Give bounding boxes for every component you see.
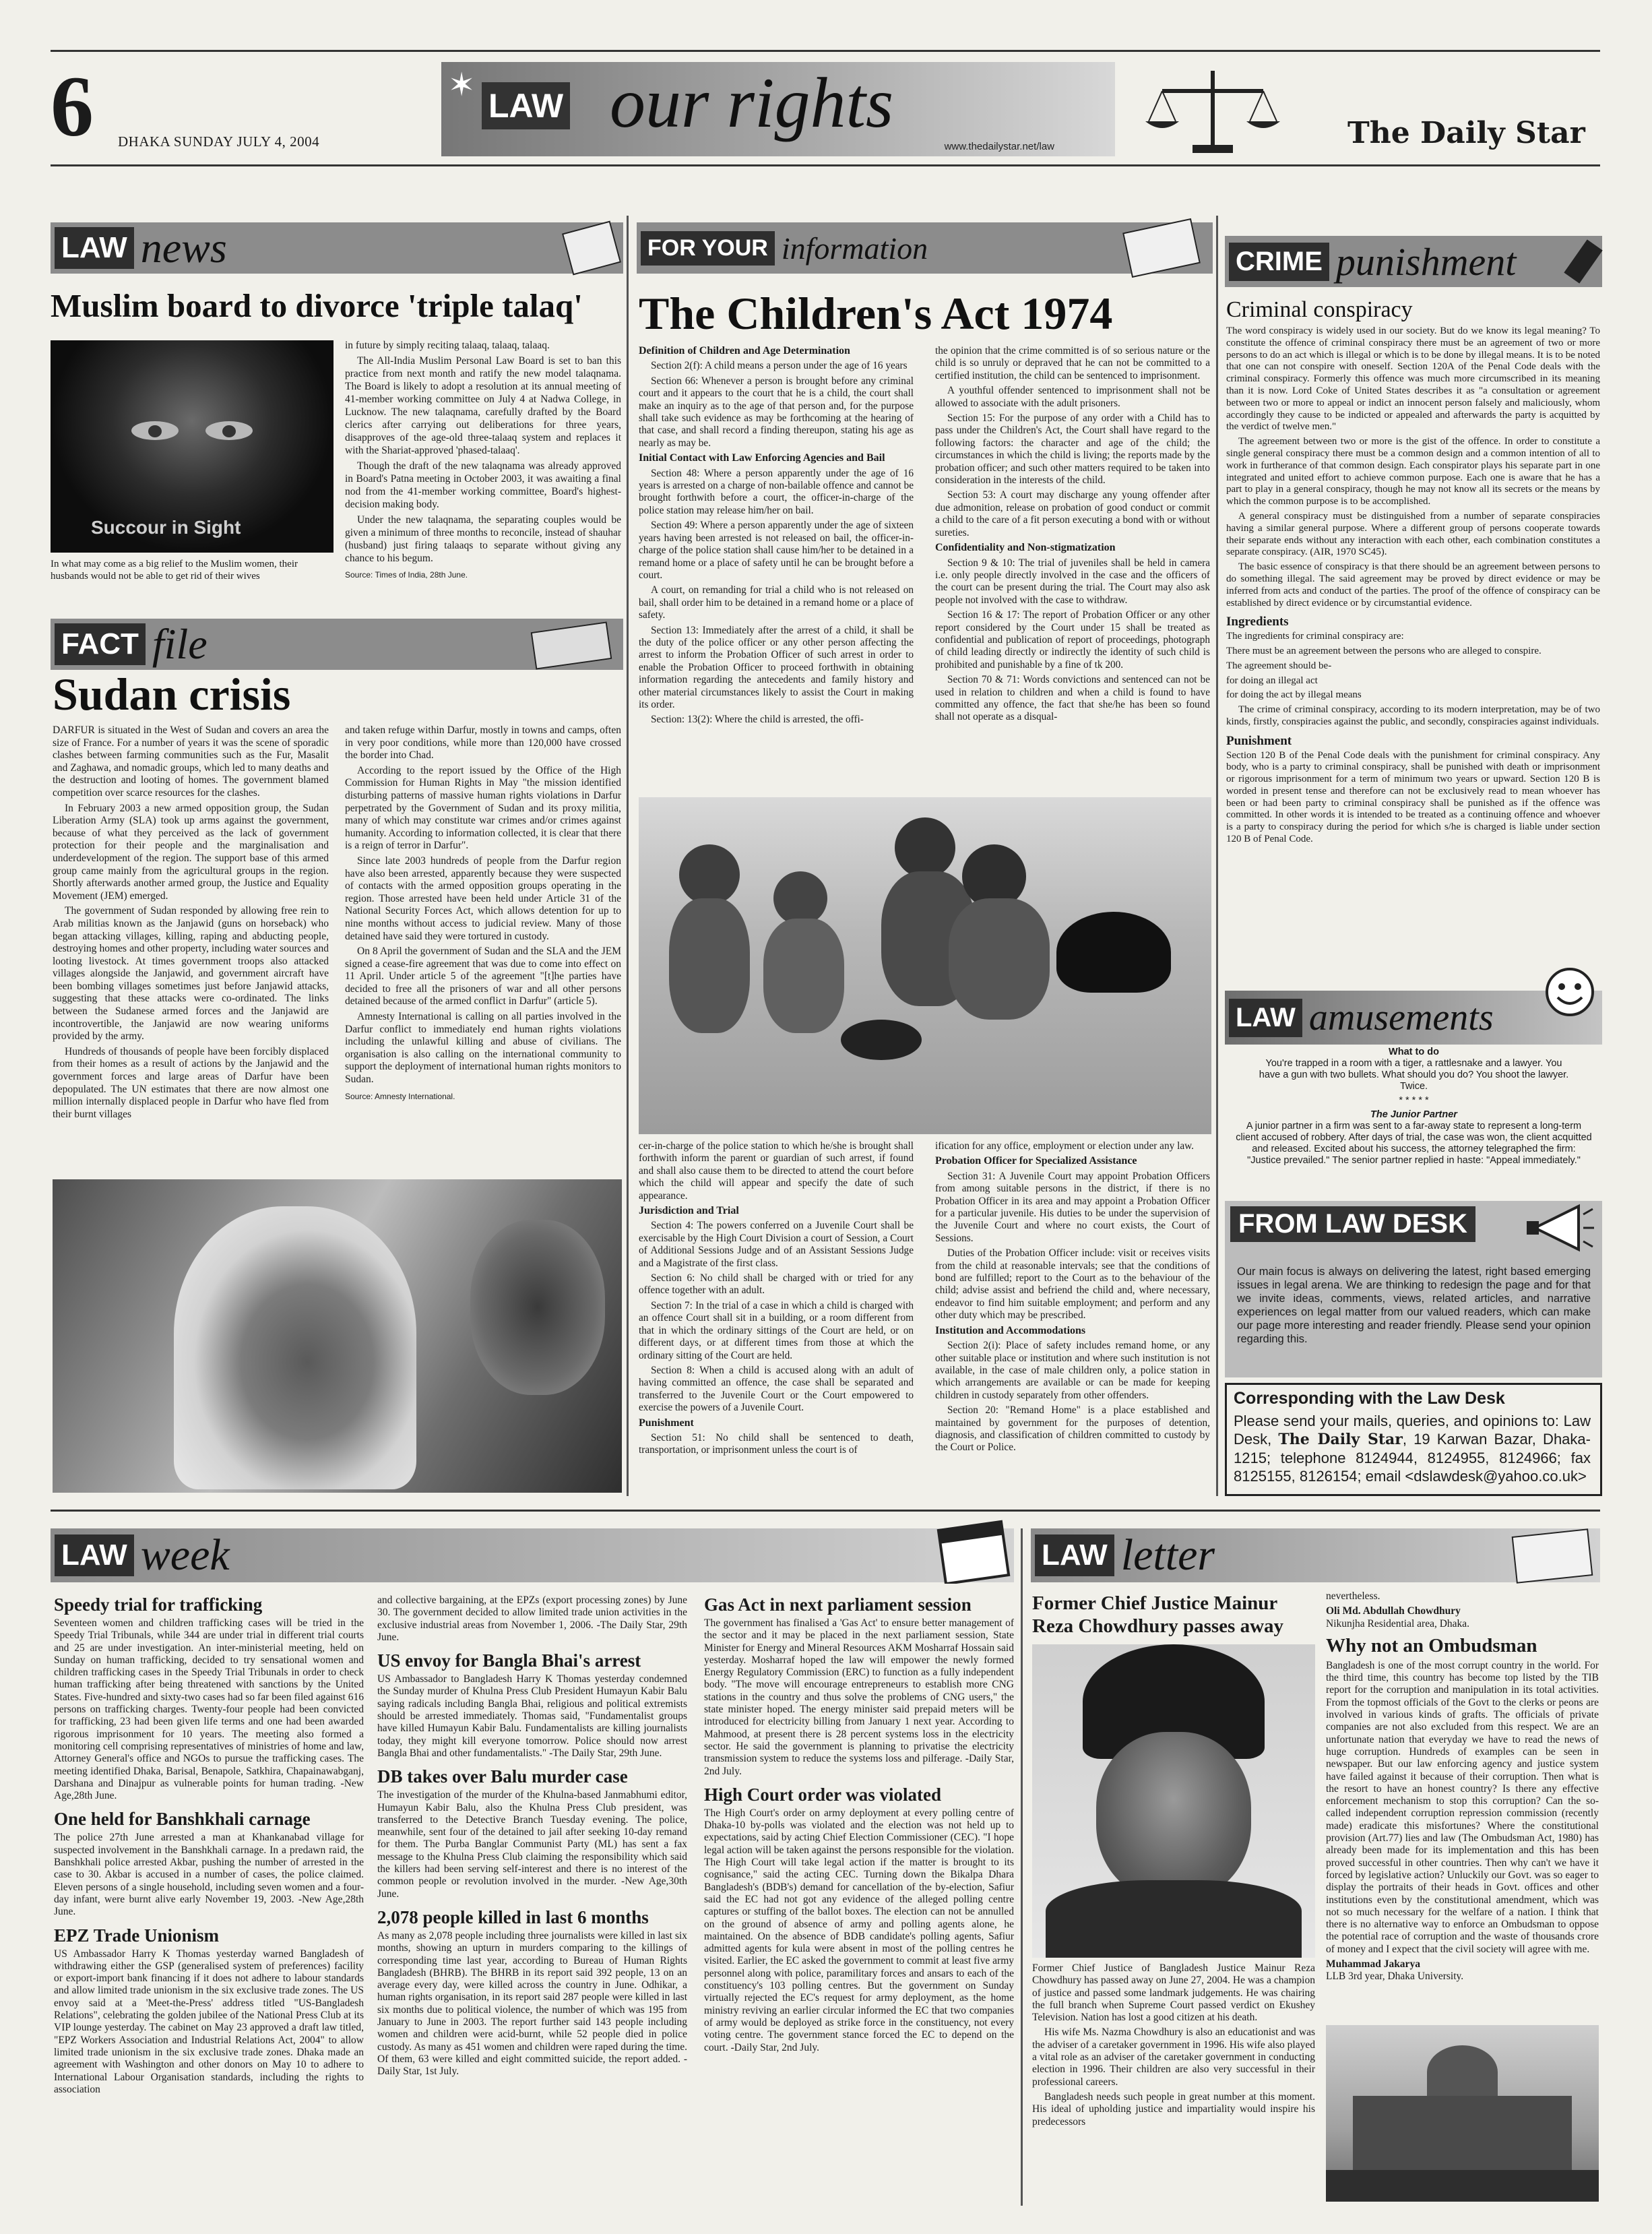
fact-file-col2 (345, 724, 621, 1169)
corresponding-text-after: , 19 Karwan Bazar, Dhaka-1215; telephone 8124944, 8124955, 8124966; fax 8125155, 8126154; email <dslawdesk@yahoo.co.uk> (1234, 1431, 1591, 1485)
law-news-banner (51, 222, 623, 274)
column-divider (1021, 1528, 1023, 2206)
law-week-col1 (54, 1594, 364, 2204)
paragraph: The basic essence of conspiracy is that there should be an agreement between persons to do something illegal. The said agreement may be proved by direct evidence or may be inferred from acts and conduct of the parties. The proof of the offence of conspiracy can be established by direct evidence or by circumstantial evidence. (1226, 561, 1600, 609)
law-letter-word: letter (1120, 1530, 1215, 1580)
paragraph: Since late 2003 hundreds of people from the Darfur region have also been arrested, apparently because they were suspected of contacts with the armed opposition groups operating in the region. Those arrested have been held under Article 31 of the National Security Forces Act, which allows detention for up to nine months without access to judicial review. Many of those detained have said they were tortured in custody. (345, 855, 621, 942)
chief-justice-photo (1032, 1644, 1315, 1958)
paragraph: nevertheless. (1326, 1590, 1380, 1602)
law-week-tag: LAW (55, 1534, 134, 1576)
amusements-body (1228, 1047, 1600, 1188)
law-week-col2 (377, 1594, 687, 2204)
paragraph: Seventeen women and children trafficking cases will be tried in the Speedy Trial Tribunals, while 344 are under trial in different trial courts and 25 are under investigation. An inter-ministerial meeting, held on Sunday on human trafficking, decided to try sensational women and children trafficking cases in the Speedy Trial Tribunals in order to check human trafficking after being threatened with sanctions by the United States. Five-hundred and sixty-two cases had so far been filed against 616 persons on trafficking charges. Twenty-four people had been convicted for trafficking, 23 had been given life terms and one had been awarded rigorous imprisonment for 10 years. The meeting also formed a monitoring cell comprising representatives of ministries of home and law, Attorney General's office and NGOs to pursue the trafficking cases. The meeting identified Dhaka, Barisal, Benapole, Satkhira, Chapainawabganj, Darshana and Dinajpur as vulnerable points for human trading. -New Age,28th June. (54, 1617, 364, 1802)
paragraph: Hundreds of thousands of people have been forcibly displaced from their homes as a result of actions by the Janjawid and the government forces and large areas of Darfur have been depopulated. The UN estimates that there are now almost one million internally displaced people in Darfur who have fled from their burnt villages (53, 1045, 329, 1120)
law-news-body (345, 339, 621, 582)
paragraph: Section 16 & 17: The report of Probation Officer or any other report considered by the Court under 15 shall be treated as confidential and publication of report of proceedings, photograph of child leading directly or indirectly the identity of such child is prohibited and punishable by a fine of tk 200. (935, 609, 1210, 671)
fact-file-word: file (152, 620, 208, 668)
darfur-women-photo (53, 1179, 622, 1493)
separator: * * * * * (1399, 1095, 1429, 1106)
law-week-word: week (140, 1530, 230, 1580)
paragraph: Section 9 & 10: The trial of juveniles shall be held in camera i.e. only people directly involved in the case and the officers of the court can be present during the trial. The Court may also ask people not involved with the case to withdraw. (935, 557, 1210, 606)
paragraph: DARFUR is situated in the West of Sudan and covers an area the size of France. For a number of years it was the scene of sporadic clashes between farming communities such as the Fur, Masalit and Zaghawa, and nomadic groups, which led to many deaths and the destruction and looting of homes. The government blamed competition over scarce resources for the clashes. (53, 724, 329, 799)
paragraph: Section 120 B of the Penal Code deals with the punishment for criminal conspiracy. Any body, who is a party to criminal conspiracy, shall be punished with death or imprisonment or rigorous imprisonment for a term of minimum two years or upward. Section 120 B is worded in present tense and therefore can not be exclusively read to mean whoever has been or had been party to criminal conspiracy shall be punished as if the offence was committed. In other words it is intended to be treated as a continuing offence and whoever is a party to conspiracy during the period for which s/he is charged is liable under section 120 B of Penal Code. (1226, 749, 1600, 845)
paragraph: Section 51: No child shall be sentenced to death, transportation, or imprisonment unless the court is of (639, 1431, 914, 1456)
paragraph: and collective bargaining, at the EPZs (export processing zones) by June 30. The government decided to allow limited trade union activities in the exclusive industrial areas from November 1, 2006. -The Daily Star, 29th June. (377, 1594, 687, 1643)
letter-author: Muhammad Jakarya (1326, 1958, 1420, 1971)
paragraph: Section 4: The powers conferred on a Juvenile Court shall be exercisable by the High Court Division a court of Session, a Court of Additional Sessions Judge and of an Assistant Sessions Judge and a Magistrate of the first class. (639, 1220, 914, 1269)
website: www.thedailystar.net/law (944, 141, 1054, 152)
source-line: Source: Amnesty International. (345, 1091, 455, 1101)
crime-headline: Criminal conspiracy (1226, 297, 1413, 322)
masthead-law-tag: LAW (482, 82, 570, 129)
paragraph: The All-India Muslim Personal Law Board is set to ban this practice from next month and ratify the new model talaqnama. The Board is likely to adopt a resolution at its annual meeting of 41-member working committee on July 4 at Nadwa College, in Lucknow. The new talaqnama, carefully drafted by the Board clerics after carrying out deliberations for three years, disapproves of the age-old three-talaaq system and replaces it with the Shariat-approved 'phased-talaaq'. (345, 355, 621, 456)
paragraph: cer-in-charge of the police station to which he/she is brought shall forthwith inform the parent or guardian of such arrest, if found and shall also cause them to be directed to attend the court before which the child will appear and specify the date of such appearance. (639, 1140, 914, 1202)
news-headline: High Court order was violated (704, 1784, 941, 1805)
megaphone-icon (1521, 1201, 1595, 1255)
paragraph: The agreement between two or more is the gist of the offence. In order to constitute a single general conspiracy there must be a common design and a common intention of all to work in furtherance of that common design. Each conspirator plays his separate part in one integrated and united effort to achieve common purpose. Each one is aware that he has a part to play in a general conspiracy, though he may not know all its secrets or the means by which the common purpose is to be accomplished. (1226, 436, 1600, 507)
law-news-tag: LAW (55, 227, 134, 269)
fyi-banner (637, 222, 1213, 274)
fact-file-tag: FACT (55, 623, 146, 665)
newspaper-icon (562, 221, 621, 276)
paragraph: Section 66: Whenever a person is brought before any criminal court and it appears to the court that he is a child, the court shall make an inquiry as to the age of that person and, for the purpose shall take such evidence as may be forthcoming at the hearing of that case, and shall record a finding thereupon, stating his age as nearly as may be. (639, 375, 914, 449)
corresponding-text-before: Please send your mails, queries, and opinions to: Law Desk, (1234, 1413, 1591, 1448)
letter-address: Nikunjha Residential area, Dhaka. (1326, 1617, 1470, 1630)
gavel-icon (1564, 239, 1602, 283)
paragraph: and taken refuge within Darfur, mostly in towns and camps, often in very poor conditions, while more than 120,000 have crossed the border into Chad. (345, 724, 621, 762)
paragraph: The word conspiracy is widely used in our society. But do we know its legal meaning? To constitute the offence of criminal conspiracy there must be an agreement of two or more persons to do an act which is illegal or which is to be done by illegal means. It is to be noted that one can not conspire with oneself. Section 120A of the Penal Code deals with the criminal conspiracy. Formerly this offence was much more circumscribed in its meaning than it is now. Lord Coke of United States describes it as "a consultation or agreement between two or more to appeal or indict an innocent person falsely and maliciously, whom accordingly they cause to be indicted or appealed and afterwards the party is acquitted by the verdict of twelve men." (1226, 325, 1600, 433)
file-box-icon (531, 621, 612, 669)
paragraph: ification for any office, employment or election under any law. (935, 1140, 1194, 1152)
subheading: Punishment (1226, 733, 1292, 748)
fyi-word: information (781, 230, 928, 266)
paragraph: US Ambassador Harry K Thomas yesterday warned Bangladesh of withdrawing either the GSP (generalised system of preferences) facility or export-import bank financing if it does not adhere to labour standards and allow limited trade unionism in the six exclusive trade zones. The US envoy said at a 'Meet-the-Press' address titled "US-Bangladesh Relations", celebrating the golden jubilee of the National Press Club at its VIP lounge yesterday. The cabinet on May 23 approved a draft law titled, "EPZ Workers Association and Industrial Relations Act, 2004" to allow limited trade unionism in the six exclusive trade zones. Dhaka made an agreement with Washington and other donors on May 10 to adhere to International Labour Organisation standards, including the rights to association (54, 1948, 364, 2095)
paragraph: The agreement should be- (1226, 660, 1332, 671)
corresponding-box (1225, 1383, 1602, 1496)
paragraph: Though the draft of the new talaqnama was already approved in Board's Patna meeting in October 2003, it was awaiting a final nod from the 41-member working committee, Board's highest-decision making body. (345, 460, 621, 510)
children-playing-photo (639, 797, 1211, 1134)
photo-overlay-text: Succour in Sight (91, 517, 241, 538)
paragraph: As many as 2,078 people including three journalists were killed in last six months, showing an upturn in murders comparing to the killings of corresponding time last year, according to Bureau of Human Rights Bangladesh (BHRB). The BHRB in its report said 392 people, 13 on an average every day, were killed across the country in June. Odhikar, a human rights organisation, in its report said 287 people were killed in last six months due to political violence, the number of which was 195 from January to June in 2003. The report further said 143 people including women and children were acid-burnt, while 52 people died in police custody. As many as 451 women and children were raped during the time. Of them, 63 were killed and eight committed suicide, the report added. -Daily Star, 1st July. (377, 1929, 687, 2078)
fact-file-headline: Sudan crisis (53, 669, 291, 720)
crime-word: punishment (1335, 239, 1517, 284)
photo-caption: Former Chief Justice of Bangladesh Justice Mainur Reza Chowdhury has passed away on June 27, 2004. He was a champion of justice and passed some landmark judgements. He was chairing the full branch when Supreme Court passed verdict on Ekushey Television. Nation has lost a good citizen at his death. (1032, 1962, 1315, 2024)
column-divider (1216, 216, 1218, 1496)
letter-col2 (1326, 1590, 1599, 2018)
paper-name-inline: The Daily Star (1278, 1431, 1403, 1448)
paragraph: for doing an illegal act (1226, 675, 1318, 686)
star-icon: ✶ (448, 67, 476, 103)
letter1-body (1032, 1962, 1315, 2205)
fyi-col3 (639, 1140, 914, 1491)
news-headline: Gas Act in next parliament session (704, 1594, 972, 1615)
document-quill-icon (1122, 218, 1201, 278)
letter2-title: Why not an Ombudsman (1326, 1634, 1537, 1656)
paragraph: Section 13: Immediately after the arrest of a child, it shall be the duty of the police officer or any other person affecting the arrest to inform the Probation Officer of such arrest in order to enable the Probation Officer to proceed forthwith in obtaining information regarding the antecedents and family history and other material circumstances likely to assist the Court in making its order. (639, 624, 914, 710)
paragraph: The government of Sudan responded by allowing free rein to Arab militias known as the Janjawid (guns on horseback) who began attacking villages, killing, raping and abducting people, destroying homes and other property, including water sources and looting livestock. At times government troops also attacked villages alongside the Janjawid, and government aircraft have been bombing villages sometimes just before Janjawid attacks, suggesting that these attacks were co-ordinated. The links between the Sudanese armed forces and the Janjawid are incontrovertible, the Janjawid are now wearing uniforms provided by the army. (53, 905, 329, 1043)
paragraph: Section 8: When a child is accused along with an adult of having committed an offence, the case shall be separated and transferred to the Juvenile Court or the Court empowered to exercise the powers of a Juvenile Court. (639, 1364, 914, 1414)
paragraph: Section 6: No child shall be charged with or tried for any offence together with an adult. (639, 1272, 914, 1297)
news-headline: DB takes over Balu murder case (377, 1766, 628, 1787)
fyi-col2 (935, 345, 1210, 793)
amusements-tag: LAW (1229, 999, 1302, 1037)
crime-body (1226, 325, 1600, 1006)
news-headline: Speedy trial for trafficking (54, 1594, 263, 1615)
law-desk-title: FROM LAW DESK (1230, 1206, 1475, 1242)
news-headline: US envoy for Bangla Bhai's arrest (377, 1650, 641, 1671)
subheading: Institution and Accommodations (935, 1324, 1086, 1336)
law-week-banner (51, 1528, 1014, 1582)
subheading: Definition of Children and Age Determination (639, 345, 850, 356)
corresponding-title: Corresponding with the Law Desk (1234, 1389, 1505, 1408)
joke-text: You're trapped in a room with a tiger, a rattlesnake and a lawyer. You have a gun with two bullets. What should you do? You shoot the lawyer. Twice. (1259, 1058, 1569, 1092)
subheading: Probation Officer for Specialized Assistance (935, 1155, 1137, 1167)
paragraph: On 8 April the government of Sudan and the SLA and the JEM signed a cease-fire agreement that was due to come into effect on 11 April. Under article 5 of the agreement "[t]he parties have decided to free all the prisoners of war and all other persons detained because of the armed conflict in Darfur" (article 5). (345, 945, 621, 1007)
paragraph: There must be an agreement between the persons who are alleged to conspire. (1226, 645, 1542, 656)
masthead-top-rule (51, 50, 1600, 52)
subheading: Punishment (639, 1417, 694, 1429)
dateline: DHAKA SUNDAY JULY 4, 2004 (118, 133, 320, 150)
law-letter-banner (1031, 1528, 1600, 1582)
paragraph: Bangladesh is one of the most corrupt country in the world. For the third time, this country has become top listed by the TIB report for the corruption and manipulation in its total activities. From the topmost officials of the Govt to the clerks or peons are involved in various kinds of grafts. The officials of private companies are not also excluded from this respect. We are an unfortunate nation that everyday we have to read the news of huge corruption. Hundreds of examples can be seen in newspaper. But our law enforcing agency and justice system have failed against it because of their corruption. Then what is the resort to have an honest country? Is there any effective enforcement mechanism to stop this corruption? Can the so-called independent corruption repression commission (recently made) eradicate this misfortunes? Where the constitutional provision (Art.77) lies and law (The Ombudsman Act, 1980) has already been made for its implementation and this has been proved successful in other countries. Then why can't we have it forced by legislative action? Unluckily our Govt. was so eager to display the portraits of their heads in Govt. offices and other institutions even by the constitutional amendment, which was not so much necessary for the welfare of a nation. I think that there is no alternative way to enforce an Ombudsman to oppose the potential race of corruption and the waste of thousands crore of money and I expect that the civil society will agree with me. (1326, 1659, 1599, 1955)
news-headline: EPZ Trade Unionism (54, 1925, 220, 1946)
news-headline: One held for Banshkhali carnage (54, 1809, 311, 1830)
supreme-court-photo (1326, 2025, 1599, 2202)
fyi-headline: The Children's Act 1974 (639, 288, 1113, 339)
paragraph: The government has finalised a 'Gas Act' to ensure better management of the sector and it may be placed in the next parliament session, State Minister for Energy and Mineral Resources AKM Mosharraf Hossain said yesterday. Mosharraf hoped the law will empower the newly formed Energy Regulatory Commission (ERC) to function as a fully independent body. "The move will encourage entrepreneurs to establish more CNG stations in the country and thus solve the problems of CNG users," the state minister hoped. The energy minister said prepaid meters will be introduced for electricity billing from January 1 next year. According to Mahmood, at present there is 28 percent systems loss in the electricity sector. He said the government is planning to privatise the electricity transmission system to reduce the systems loss and pilferage. -Daily Star, 2nd July. (704, 1617, 1014, 1777)
paragraph: Section 15: For the purpose of any order with a Child has to pass under the Children's Act, the Court shall have regard to the following factors: the character and age of the child; the circumstances in which the child is living; the reports made by the probation officer; and such other matters required to be taken into consideration in the interests of the child. (935, 412, 1210, 487)
fyi-col1 (639, 345, 914, 793)
paragraph: The crime of criminal conspiracy, according to its modern interpretation, may be of two kinds, firstly, conspiracies against the public, and secondly, conspiracies against individuals. (1226, 704, 1600, 727)
subheading: Initial Contact with Law Enforcing Agencies and Bail (639, 452, 885, 464)
paragraph: Duties of the Probation Officer include: visit or receives visits from the child at reasonable intervals; see that the conditions of bond are fulfilled; report to the Court as to the behaviour of the child; advise assist and befriend the child and, where necessary, endeavor to find him suitable employment; and perform and any other duty which may be prescribed. (935, 1247, 1210, 1322)
fact-file-col1 (53, 724, 329, 1169)
paragraph: in future by simply reciting talaaq, talaaq, talaaq. (345, 340, 550, 351)
paragraph: US Ambassador to Bangladesh Harry K Thomas yesterday condemned the Sunday murder of Khulna Press Club President Humayun Kabir Balu saying radicals including Bangla Bhai, religious and political extremists should be arrested immediately. Thomas said, "Fundamentalist groups have killed Humayun Kabir Balu. Fundamentalists are killing journalists today, they might kill everyone tomorrow. Police should now arrest Bangla Bhai and other fundamentalists." -The Daily Star, 29th June. (377, 1673, 687, 1759)
paragraph: the opinion that the crime committed is of so serious nature or the child is so unruly or depraved that he can not be committed to a certified institution, the child can be sentenced to imprisonment. (935, 345, 1210, 381)
crime-tag: CRIME (1229, 243, 1329, 281)
law-news-caption: In what may come as a big relief to the Muslim women, their husbands would not be able to get rid of their wives (51, 559, 298, 582)
scales-of-justice-icon (1145, 64, 1280, 158)
paragraph: Section 53: A court may discharge any young offender after due admonition, release on probation of good conduct or commit a child to the care of a fit person executing a bond with or without sureties. (935, 489, 1210, 538)
subheading: Confidentiality and Non-stigmatization (935, 542, 1116, 554)
paragraph: The police 27th June arrested a man at Khankanabad village for suspected involvement in the Banshkhali carnage. In a predawn raid, the Banshkhali police arrested Akbar, pushing the number of arrested in the case to 30. Akbar is accused in a number of cases, the police claimed. Eleven persons of a single household, including seven women and a four-day infant, were burnt alive early November 19, 2003. -New Age,28th June. (54, 1832, 364, 1918)
subheading: Jurisdiction and Trial (639, 1205, 739, 1217)
fyi-tag: FOR YOUR (641, 231, 775, 266)
fact-file-banner (51, 619, 623, 670)
corresponding-text (1234, 1412, 1591, 1485)
masthead-title: our rights (610, 63, 894, 142)
paragraph: The ingredients for criminal conspiracy are: (1226, 631, 1404, 642)
joke-text: A junior partner in a firm was sent to a far-away state to represent a long-term client accused of robbery. After days of trial, the case was won, the client acquitted and released. Excited about his success, the attorney telegraphed the firm: "Justice prevailed." The senior partner replied in haste: "Appeal immediately." (1236, 1121, 1592, 1166)
letter-address: LLB 3rd year, Dhaka University. (1326, 1971, 1464, 1983)
letter-author: Oli Md. Abdullah Chowdhury (1326, 1605, 1461, 1617)
smiley-face-icon (1543, 965, 1597, 1019)
paragraph: According to the report issued by the Office of the High Commission for Human Rights in May "the mission identified disturbing patterns of massive human rights violations in Darfur perpetrated by the Government of Sudan and its proxy militia, many of which may constitute war crimes and/or crimes against humanity. According to information collected, it is clear that there is a reign of terror in Darfur". (345, 764, 621, 852)
page-number: 6 (51, 59, 94, 154)
paper-name: The Daily Star (1347, 116, 1585, 150)
joke-title: What to do (1389, 1047, 1439, 1057)
masthead-bottom-rule (51, 164, 1600, 166)
masthead-banner (441, 62, 1115, 156)
paragraph: Section 48: Where a person apparently under the age of 16 years is arrested on a charge of non-bailable offence and cannot be brought forthwith before a court, the officer-in-charge of the police station may release him/her on bail. (639, 467, 914, 516)
crime-banner (1225, 236, 1602, 287)
paragraph: Amnesty International is calling on all parties involved in the Darfur conflict to immediately end human rights violations including the unlawful killing and abuse of civilians. The organisation is also calling on the international community to support the deployment of international human rights monitors to Sudan. (345, 1011, 621, 1086)
joke-title: The Junior Partner (1370, 1109, 1457, 1120)
paragraph: His wife Ms. Nazma Chowdhury is also an educationist and was the adviser of a caretaker government in 1996. His wife also played a vital role as an adviser of the caretaker government in conducting election in 1996. Their children are also very successful in their professional careers. (1032, 2026, 1315, 2088)
paragraph: A youthful offender sentenced to imprisonment shall not be allowed to associate with the adult prisoners. (935, 385, 1210, 409)
subheading: Ingredients (1226, 615, 1289, 629)
paragraph: for doing the act by illegal means (1226, 689, 1362, 701)
veiled-woman-photo (51, 340, 333, 553)
letter1-title: Former Chief Justice Mainur Reza Chowdhury passes away (1032, 1592, 1284, 1637)
paragraph: A general conspiracy must be distinguished from a number of separate conspiracies having a similar general purpose. Where a different group of persons cooperate towards their separate ends without any interaction with each other, each combination constitutes a separate conspiracy. (AIR, 1970 SC45). (1226, 510, 1600, 558)
amusements-word: amusements (1308, 997, 1494, 1038)
law-letter-tag: LAW (1035, 1534, 1114, 1576)
paragraph: Section 70 & 71: Words convictions and sentenced can not be used in relation to children and when a child is found to have committed any offence, the fact that she/he has been so found shall not operate as a disqual- (935, 674, 1210, 723)
law-desk-box (1225, 1201, 1602, 1377)
law-week-col3 (704, 1594, 1014, 2204)
paragraph: Section 2(i): Place of safety includes remand home, or any other suitable place or institution and where such institution is not available, in the case of male children only, a police station in which arrangements are available or can be made for keeping children in custody separately from other offenders. (935, 1340, 1210, 1401)
envelope-icon (1512, 1528, 1593, 1584)
paragraph: The High Court's order on army deployment at every polling centre of Dhaka-10 by-polls was violated and the election was not held up to expectations, said by acting Chief Election Commissioner (CEC). "I hope legal action will be taken against the persons responsible for the violation. The High Court will take legal action if the matter is brought to its cognisance," said the acting CEC. Turning down the Bikalpa Dhara Bangladesh's (BDB's) demand for cancellation of the by-election, Safiur said the EC had not got any evidence of the alleged polling centre captures or stuffing of the ballot boxes. The election can not be annulled on the ground of absence of army and polling agents alone, he maintained. On the absence of BDB candidate's polling agents, Safiur admitted agents for kula were absent in most of the polling centres he visited. Earlier, the EC asked the government to commit at least five army personnel along with police, paramilitary forces and ansars to each of the constituency's 103 polling centres. But the government on Sunday virtually rejected the EC's request for army deployment, as the home ministry reviving an earlier circular informed the EC that two companies of army would be deployed as strike force in the constituency, not every voting centre. The government stance forced the EC to depend on the court. -Daily Star, 2nd July. (704, 1807, 1014, 2053)
paragraph: Under the new talaqnama, the separating couples would be given a minimum of three months to reconcile, instead of shauhar (husband) just firing talaaqs to separate without giving any chance to his begum. (345, 514, 621, 564)
paragraph: Bangladesh needs such people in great number at this moment. His ideal of upholding justice and impartiality would inspire his predecessors (1032, 2090, 1315, 2128)
calendar-icon (936, 1516, 1011, 1584)
law-news-word: news (140, 224, 227, 272)
paragraph: The investigation of the murder of the Khulna-based Janmabhumi editor, Humayun Kabir Balu, also the Khulna Press Club president, was transferred to the Detective Branch Tuesday evening. The police, meanwhile, sent four of the detained to jail after seeking 10-day remand for them. The Purba Banglar Communist Party (ML) has sent a fax message to the Khulna Press Club claiming the responsibility which said the killers had been serving self-interest and there is no interest of the common people or revolution involved in the murder. -New Age,30th June. (377, 1789, 687, 1900)
paragraph: Section 20: "Remand Home" is a place established and maintained by government for the purposes of detention, diagnosis, and classification of children committed to custody by the Court or Police. (935, 1404, 1210, 1454)
paragraph: Section 2(f): A child means a person under the age of 16 years (651, 360, 908, 372)
law-news-headline: Muslim board to divorce 'triple talaq' (51, 287, 583, 324)
column-divider (627, 216, 629, 1496)
paragraph: In February 2003 a new armed opposition group, the Sudan Liberation Army (SLA) took up arms against the government, because of what they perceived as the lack of government protection for their people and the marginalisation and underdevelopment of the region. The support base of this armed group came mainly from the agricultural groups in the region. Shortly afterwards another armed group, the Justice and Equality Movement (JEM) emerged. (53, 802, 329, 902)
lower-section-rule (51, 1510, 1600, 1512)
law-desk-text: Our main focus is always on delivering the latest, right based emerging issues in legal arena. We are thinking to redesign the page and for that we invite ideas, comments, views, related articles, and narrative experiences on legal matter from our valued readers, which can make our page more interesting and reader friendly. Please send your opinion regarding this. (1237, 1266, 1591, 1345)
source-line: Source: Times of India, 28th June. (345, 570, 468, 580)
paragraph: A court, on remanding for trial a child who is not released on bail, shall order him to be detained in a remand home or a place of safety. (639, 584, 914, 621)
paragraph: Section 49: Where a person apparently under the age of sixteen years having been arrested is not released on bail, the officer-in-charge of the police station shall cause him/her to be detained in a remand home or a place of safety until he can be brought before a court. (639, 520, 914, 581)
paragraph: Section 7: In the trial of a case in which a child is charged with an offence Court shall sit in a building, or a room different from that in which the ordinary sittings of the Court are held, or on different days, or at different times from those at which the ordinary sitting of the Court are held. (639, 1299, 914, 1361)
paragraph: Section: 13(2): Where the child is arrested, the offi- (651, 714, 864, 726)
paragraph: Section 31: A Juvenile Court may appoint Probation Officers from among suitable persons in the district, if there is no Probation Officer in its area and may appoint a Probation Officer for a particular juvenile. His duties to be under the supervision of the Juvenile Court and where no court exists, the Court of Sessions. (935, 1170, 1210, 1244)
news-headline: 2,078 people killed in last 6 months (377, 1906, 649, 1927)
fyi-col4 (935, 1140, 1210, 1491)
